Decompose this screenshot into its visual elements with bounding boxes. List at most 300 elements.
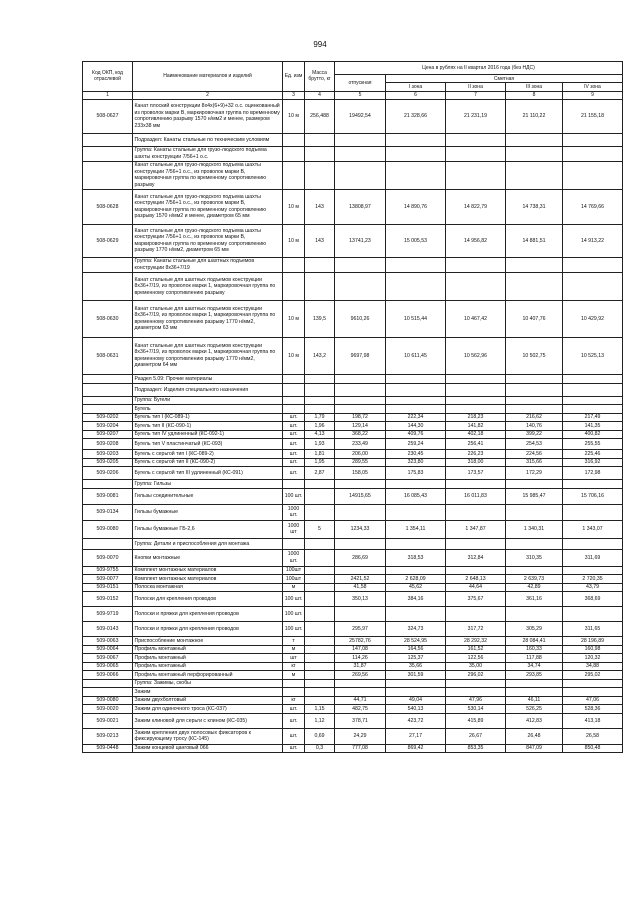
section-title: Группа: Бугели [133,396,283,405]
code-cell: 508-0628 [83,189,133,224]
price-zone-4-cell: 1 343,07 [563,520,623,538]
code-cell [83,133,133,146]
table-row [83,450,623,459]
unit-cell: 10 м [283,337,305,374]
table-row [83,705,623,714]
code-cell [83,679,133,688]
price-zone-1-cell: 16 085,43 [386,488,446,504]
price-zone-4-cell: 15 706,16 [563,488,623,504]
empty-cell [305,405,335,414]
empty-cell [446,480,506,489]
price-zone-4-cell: 10 525,13 [563,337,623,374]
empty-cell [446,257,506,272]
table-row [83,645,623,654]
mass-cell [305,662,335,671]
price-release-cell: 25782,76 [335,637,386,646]
section-title: Группа: Канаты стальные для грузо-людского подъема шахты конструкции 7/56+1 о.с. [133,146,283,161]
col-number: 2 [133,91,283,99]
section-row [83,133,623,146]
unit-cell: 1000 шт [283,520,305,538]
price-zone-4-cell: 10 429,92 [563,300,623,337]
price-zone-4-cell: 141,35 [563,422,623,431]
empty-cell [506,383,563,396]
price-release-cell [335,504,386,520]
empty-cell [305,538,335,549]
price-release-cell: 9610,26 [335,300,386,337]
empty-cell [335,257,386,272]
price-release-cell: 286,69 [335,549,386,566]
empty-cell [335,538,386,549]
name-cell: Бугель с серьгой тип I (КС-089-2) [133,450,283,459]
price-zone-1-cell: 10 611,45 [386,337,446,374]
empty-cell [305,396,335,405]
empty-cell [563,133,623,146]
name-cell: Канат стальные для грузо-людского подъема шахты конструкции 7/56+1 о.с., из проволок марки В, маркировочная группа по временному сопротивлению разрыву 1570 н/мм2 и менее, диаметром 65 мм [133,189,283,224]
price-zone-4-cell [563,607,623,622]
price-zone-2-cell [446,161,506,189]
code-cell: 509-0207 [83,430,133,439]
mass-cell [305,654,335,663]
price-zone-3-cell: 412,83 [506,713,563,728]
empty-cell [283,396,305,405]
price-zone-2-cell: 44,64 [446,583,506,592]
empty-cell [506,538,563,549]
price-release-cell [335,566,386,575]
empty-cell [386,405,446,414]
price-release-cell: 129,14 [335,422,386,431]
code-cell: 509-0208 [83,439,133,450]
section-title: Группа: Зажимы, скобы [133,679,283,688]
price-release-cell [335,161,386,189]
price-zone-3-cell [506,161,563,189]
empty-cell [386,688,446,697]
price-zone-4-cell [563,272,623,300]
price-zone-1-cell: 423,72 [386,713,446,728]
empty-cell [305,480,335,489]
price-zone-4-cell: 14 769,66 [563,189,623,224]
name-cell: Канат стальные для шахтных подъемов конструкции 8х36+7/19, из проволок марки 1, маркировочная группа по временному сопротивлению разрыву 1770 н/мм2, диаметром 63 мм [133,300,283,337]
price-zone-4-cell: 225,46 [563,450,623,459]
price-zone-4-cell: 400,82 [563,430,623,439]
code-cell: 509-0020 [83,705,133,714]
table-row [83,520,623,538]
price-zone-4-cell [563,161,623,189]
price-zone-3-cell: 293,85 [506,671,563,680]
unit-cell: шт. [283,467,305,480]
code-cell: 509-0064 [83,645,133,654]
price-zone-1-cell: 14 890,76 [386,189,446,224]
code-cell: 509-0021 [83,713,133,728]
empty-cell [563,146,623,161]
unit-cell: 100 шт. [283,592,305,607]
price-zone-4-cell: 26,58 [563,728,623,744]
table-row [83,189,623,224]
name-cell: Бугель тип II (КС-090-1) [133,422,283,431]
mass-cell [305,504,335,520]
header-zone-2: II зона [446,83,506,91]
empty-cell [335,679,386,688]
unit-cell: 10 м [283,224,305,257]
name-cell: Гильзы бумажные [133,504,283,520]
price-release-cell: 13808,97 [335,189,386,224]
price-zone-2-cell: 318,00 [446,458,506,467]
name-cell: Приспособление монтажное [133,637,283,646]
price-release-cell: 41,58 [335,583,386,592]
code-cell [83,688,133,697]
table-row [83,607,623,622]
table-row [83,99,623,133]
section-title: Группа: Гильзы [133,480,283,489]
unit-cell: шт [283,654,305,663]
section-row [83,688,623,697]
unit-cell: шт. [283,728,305,744]
empty-cell [305,383,335,396]
price-zone-4-cell: 295,02 [563,671,623,680]
price-zone-3-cell: 14 881,51 [506,224,563,257]
empty-cell [446,405,506,414]
table-row [83,161,623,189]
empty-cell [283,538,305,549]
name-cell: Комплект монтажных материалов [133,566,283,575]
code-cell: 509-0203 [83,450,133,459]
code-cell: 509-0081 [83,488,133,504]
mass-cell [305,671,335,680]
price-zone-4-cell: 2 720,35 [563,575,623,584]
empty-cell [305,688,335,697]
mass-cell: 1,79 [305,413,335,422]
table-row [83,566,623,575]
code-cell: 508-0630 [83,300,133,337]
name-cell: Профиль монтажный [133,645,283,654]
code-cell: 509-0213 [83,728,133,744]
price-zone-4-cell [563,504,623,520]
header-mass: Масса брутто, кг [305,62,335,92]
name-cell: Полоски для крепления проводов [133,592,283,607]
price-zone-1-cell: 222,34 [386,413,446,422]
price-zone-2-cell: 2 648,13 [446,575,506,584]
price-zone-3-cell: 140,76 [506,422,563,431]
code-cell: 508-0629 [83,224,133,257]
price-zone-1-cell: 144,30 [386,422,446,431]
price-zone-3-cell: 10 502,75 [506,337,563,374]
empty-cell [446,374,506,383]
empty-cell [563,383,623,396]
price-zone-1-cell: 301,59 [386,671,446,680]
empty-cell [283,383,305,396]
empty-cell [563,688,623,697]
mass-cell [305,161,335,189]
price-zone-4-cell: 28 196,89 [563,637,623,646]
table-row [83,467,623,480]
empty-cell [386,538,446,549]
unit-cell: 1000 шт. [283,549,305,566]
unit-cell: т [283,637,305,646]
price-zone-4-cell: 316,92 [563,458,623,467]
empty-cell [386,257,446,272]
price-zone-1-cell: 540,13 [386,705,446,714]
price-zone-4-cell: 368,69 [563,592,623,607]
empty-cell [283,257,305,272]
price-zone-1-cell: 259,24 [386,439,446,450]
price-zone-1-cell: 318,53 [386,549,446,566]
price-zone-2-cell: 256,41 [446,439,506,450]
table-row [83,671,623,680]
price-zone-4-cell: 172,98 [563,467,623,480]
empty-cell [563,405,623,414]
code-cell: 509-0134 [83,504,133,520]
empty-cell [446,383,506,396]
name-cell: Профиль монтажный перфорированный [133,671,283,680]
empty-cell [386,146,446,161]
price-zone-3-cell: 117,88 [506,654,563,663]
price-zone-1-cell [386,272,446,300]
col-number: 7 [446,91,506,99]
price-release-cell: 482,75 [335,705,386,714]
table-row [83,654,623,663]
name-cell: Бугель с серьгой тип II (КС-090-2) [133,458,283,467]
col-number: 5 [335,91,386,99]
price-zone-1-cell: 27,17 [386,728,446,744]
table-row [83,583,623,592]
table-row [83,458,623,467]
price-zone-2-cell: 218,23 [446,413,506,422]
price-zone-4-cell: 413,18 [563,713,623,728]
price-zone-1-cell: 869,42 [386,744,446,753]
price-zone-2-cell: 1 347,87 [446,520,506,538]
unit-cell: 10 м [283,300,305,337]
mass-cell: 4,13 [305,430,335,439]
code-cell: 509-0080 [83,520,133,538]
unit-cell: шт. [283,744,305,753]
header-price-title: Цена в рублях на II квартал 2016 года (без НДС) [335,62,623,75]
unit-cell: 100шт [283,575,305,584]
price-release-cell: 9697,98 [335,337,386,374]
code-cell: 509-0448 [83,744,133,753]
mass-cell [305,622,335,637]
section-row [83,405,623,414]
table-row [83,592,623,607]
unit-cell: 1000 шт. [283,504,305,520]
price-release-cell: 147,08 [335,645,386,654]
empty-cell [386,383,446,396]
price-zone-1-cell: 49,04 [386,696,446,705]
price-zone-3-cell: 46,11 [506,696,563,705]
price-zone-2-cell: 173,57 [446,467,506,480]
table-row [83,549,623,566]
name-cell: Зажим концевой цанговый 066 [133,744,283,753]
price-zone-3-cell: 399,22 [506,430,563,439]
price-zone-3-cell: 15 985,47 [506,488,563,504]
price-zone-4-cell: 160,98 [563,645,623,654]
unit-cell: 10 м [283,99,305,133]
empty-cell [335,480,386,489]
name-cell: Полоски и пряжки для крепления проводов [133,607,283,622]
mass-cell: 143 [305,189,335,224]
name-cell: Зажим двухболтовый [133,696,283,705]
price-release-cell: 350,13 [335,592,386,607]
code-cell [83,538,133,549]
price-release-cell: 2421,52 [335,575,386,584]
empty-cell [506,257,563,272]
table-row [83,622,623,637]
price-release-cell: 44,71 [335,696,386,705]
price-zone-2-cell: 296,02 [446,671,506,680]
mass-cell: 139,5 [305,300,335,337]
price-zone-3-cell: 224,56 [506,450,563,459]
header-release: отпускная [335,75,386,92]
price-zone-1-cell: 1 354,11 [386,520,446,538]
empty-cell [506,480,563,489]
price-zone-3-cell: 216,62 [506,413,563,422]
code-cell [83,146,133,161]
table-row [83,413,623,422]
section-title: Подраздел: Изделия специального назначения [133,383,283,396]
price-zone-1-cell [386,566,446,575]
price-zone-2-cell: 47,96 [446,696,506,705]
name-cell: Канат стальные для грузо-людского подъема шахты конструкции 7/56+1 о.с., из проволок марки В, маркировочная группа по временному сопротивлению разрыву [133,161,283,189]
unit-cell: 10 м [283,189,305,224]
code-cell: 509-9719 [83,607,133,622]
price-zone-4-cell: 43,79 [563,583,623,592]
header-zone-4: IV зона [563,83,623,91]
empty-cell [305,257,335,272]
price-zone-3-cell: 21 110,22 [506,99,563,133]
header-code: Код ОКП, код отраслевой [83,62,133,92]
price-release-cell: 378,71 [335,713,386,728]
name-cell: Гильзы соединительные [133,488,283,504]
empty-cell [283,688,305,697]
empty-cell [563,538,623,549]
section-row [83,480,623,489]
price-zone-3-cell: 305,29 [506,622,563,637]
mass-cell: 143 [305,224,335,257]
code-cell: 509-0151 [83,583,133,592]
code-cell [83,257,133,272]
empty-cell [506,405,563,414]
mass-cell [305,592,335,607]
table-row [83,713,623,728]
code-cell [83,383,133,396]
price-zone-2-cell: 853,35 [446,744,506,753]
mass-cell [305,566,335,575]
table-row [83,488,623,504]
price-release-cell: 233,49 [335,439,386,450]
price-release-cell [335,272,386,300]
price-zone-3-cell [506,566,563,575]
code-cell: 509-0204 [83,422,133,431]
name-cell: Зажим клиновой для серьги с клином (КС-035) [133,713,283,728]
price-zone-1-cell: 10 515,44 [386,300,446,337]
empty-cell [563,396,623,405]
price-zone-2-cell: 141,82 [446,422,506,431]
name-cell: Комплект монтажных материалов [133,575,283,584]
empty-cell [283,133,305,146]
unit-cell: шт. [283,450,305,459]
code-cell [83,405,133,414]
header-zone-3: III зона [506,83,563,91]
empty-cell [283,374,305,383]
price-zone-1-cell: 2 628,09 [386,575,446,584]
code-cell: 509-9755 [83,566,133,575]
page-number: 994 [313,40,327,49]
price-zone-3-cell: 172,29 [506,467,563,480]
price-zone-1-cell: 175,83 [386,467,446,480]
code-cell: 509-0066 [83,671,133,680]
table-row [83,337,623,374]
header-name: Наименование материалов и изделий [133,62,283,92]
unit-cell: шт. [283,422,305,431]
table-row [83,439,623,450]
empty-cell [563,679,623,688]
mass-cell [305,607,335,622]
name-cell: Зажим для одиночного троса (КС-037) [133,705,283,714]
col-number: 4 [305,91,335,99]
price-zone-1-cell: 409,76 [386,430,446,439]
section-row [83,257,623,272]
name-cell: Профиль монтажный [133,654,283,663]
code-cell: 509-0067 [83,654,133,663]
price-zone-3-cell: 310,35 [506,549,563,566]
price-zone-1-cell: 28 524,95 [386,637,446,646]
header-unit: Ед. изм [283,62,305,92]
name-cell: Зажим крепления двух полосовых фиксаторов к фиксирующему тросу (КС-145) [133,728,283,744]
price-zone-1-cell: 230,45 [386,450,446,459]
price-release-cell: 368,22 [335,430,386,439]
price-release-cell [335,607,386,622]
name-cell: Канат плоский конструкции 8х4х(6+9)+32 о.с. оцинкованный из проволок марки В, маркировочная группа по временному сопротивлению разрыву 1570 н/мм2 и менее, размером 233х38 мм [133,99,283,133]
price-zone-3-cell: 315,66 [506,458,563,467]
mass-cell: 1,95 [305,458,335,467]
price-release-cell: 269,56 [335,671,386,680]
unit-cell: кг [283,696,305,705]
name-cell: Бугель с серьгой тип III удлиненный (КС-091) [133,467,283,480]
price-zone-3-cell: 26,48 [506,728,563,744]
empty-cell [563,374,623,383]
price-zone-2-cell: 161,52 [446,645,506,654]
name-cell: Канат стальные для шахтных подъемов конструкции 8х36+7/19, из проволок марки 1, маркировочная группа по временному сопротивлению разрыву [133,272,283,300]
empty-cell [283,405,305,414]
table-row [83,728,623,744]
section-row [83,374,623,383]
code-cell: 509-0206 [83,467,133,480]
unit-cell: 100 шт. [283,488,305,504]
price-zone-3-cell: 1 340,31 [506,520,563,538]
empty-cell [446,688,506,697]
section-title: Бугель [133,405,283,414]
price-zone-1-cell: 35,66 [386,662,446,671]
price-zone-3-cell: 254,53 [506,439,563,450]
unit-cell: м [283,671,305,680]
price-zone-2-cell: 402,18 [446,430,506,439]
code-cell: 508-0631 [83,337,133,374]
name-cell: Бугель тип I (КС-089-1) [133,413,283,422]
col-number: 3 [283,91,305,99]
price-zone-2-cell: 28 292,32 [446,637,506,646]
unit-cell: м [283,583,305,592]
price-zone-3-cell: 42,89 [506,583,563,592]
price-zone-1-cell: 15 005,53 [386,224,446,257]
price-zone-4-cell: 850,48 [563,744,623,753]
mass-cell [305,488,335,504]
mass-cell [305,696,335,705]
price-zone-2-cell [446,607,506,622]
price-zone-3-cell [506,504,563,520]
section-title: Группа: Канаты стальные для шахтных подъемов конструкции 8х36+7/19 [133,257,283,272]
mass-cell: 256,488 [305,99,335,133]
price-zone-4-cell: 47,06 [563,696,623,705]
table-row [83,696,623,705]
name-cell: Бугель тип IV удлиненный (КС-092-1) [133,430,283,439]
